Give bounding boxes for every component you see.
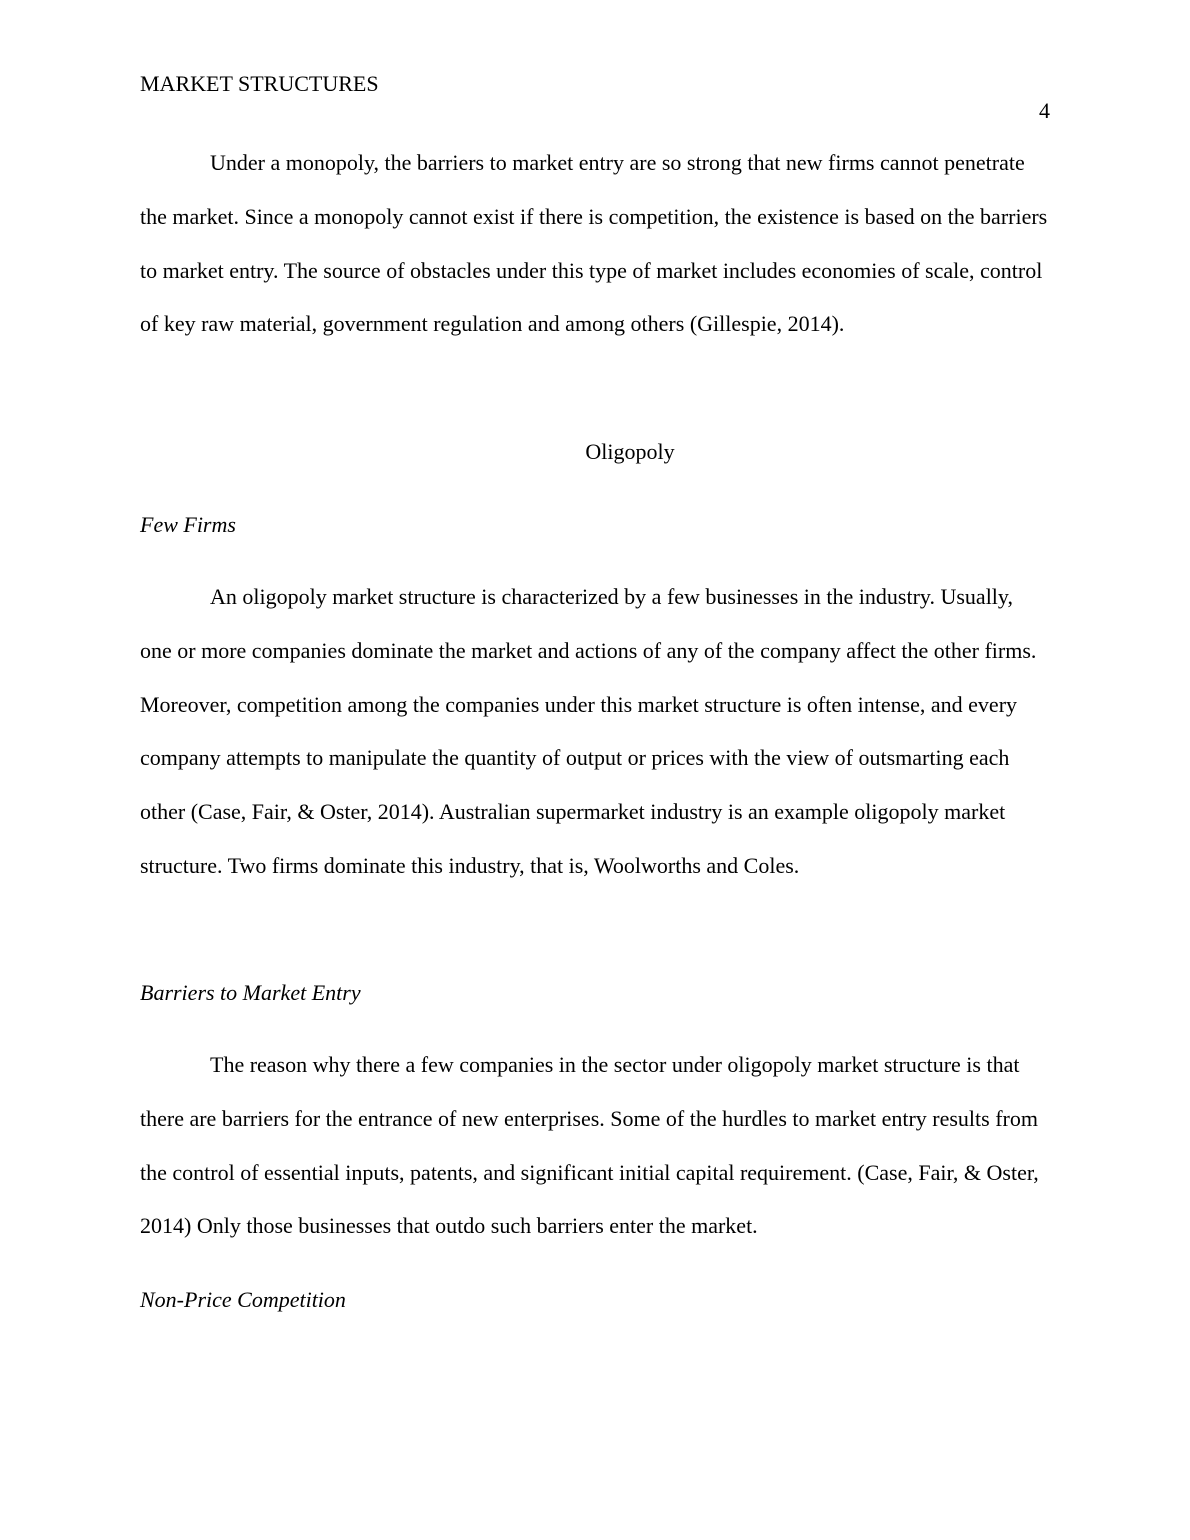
paragraph-few-firms: An oligopoly market structure is characterized by a few businesses in the industry. Usually, one or more companies dominate the market and actions of any of the company affect the other firms. Moreover, competition among the companies under this market structure is often intense, and every company attempts to manipulate the quantity of output or prices with the view of outsmarting each other (Case, Fair, & Oster, 2014). Australian supermarket industry is an example oligopoly market structure. Two firms dominate this industry, that is, Woolworths and Coles. <box>140 584 1037 878</box>
section-heading-oligopoly: Oligopoly <box>585 439 675 464</box>
subheading-few-firms: Few Firms <box>140 512 236 537</box>
paragraph-monopoly-barriers: Under a monopoly, the barriers to market entry are so strong that new firms cannot penetrate the market. Since a monopoly cannot exist if there is competition, the existence is based on the barriers to market entry. The source of obstacles under this type of market includes economies of scale, control of key raw material, government regulation and among others (Gillespie, 2014). <box>140 150 1048 337</box>
page-number: 4 <box>1039 98 1050 123</box>
running-head: MARKET STRUCTURES <box>140 71 379 96</box>
paragraph-barriers-to-entry: The reason why there a few companies in the sector under oligopoly market structure is that there are barriers for the entrance of new enterprises. Some of the hurdles to market entry results from the control of essential inputs, patents, and significant initial capital requirement. (Case, Fair, & Oster, 2014) Only those businesses that outdo such barriers enter the market. <box>140 1052 1039 1239</box>
subheading-barriers-to-entry: Barriers to Market Entry <box>140 980 361 1005</box>
subheading-non-price-competition: Non-Price Competition <box>140 1287 346 1312</box>
